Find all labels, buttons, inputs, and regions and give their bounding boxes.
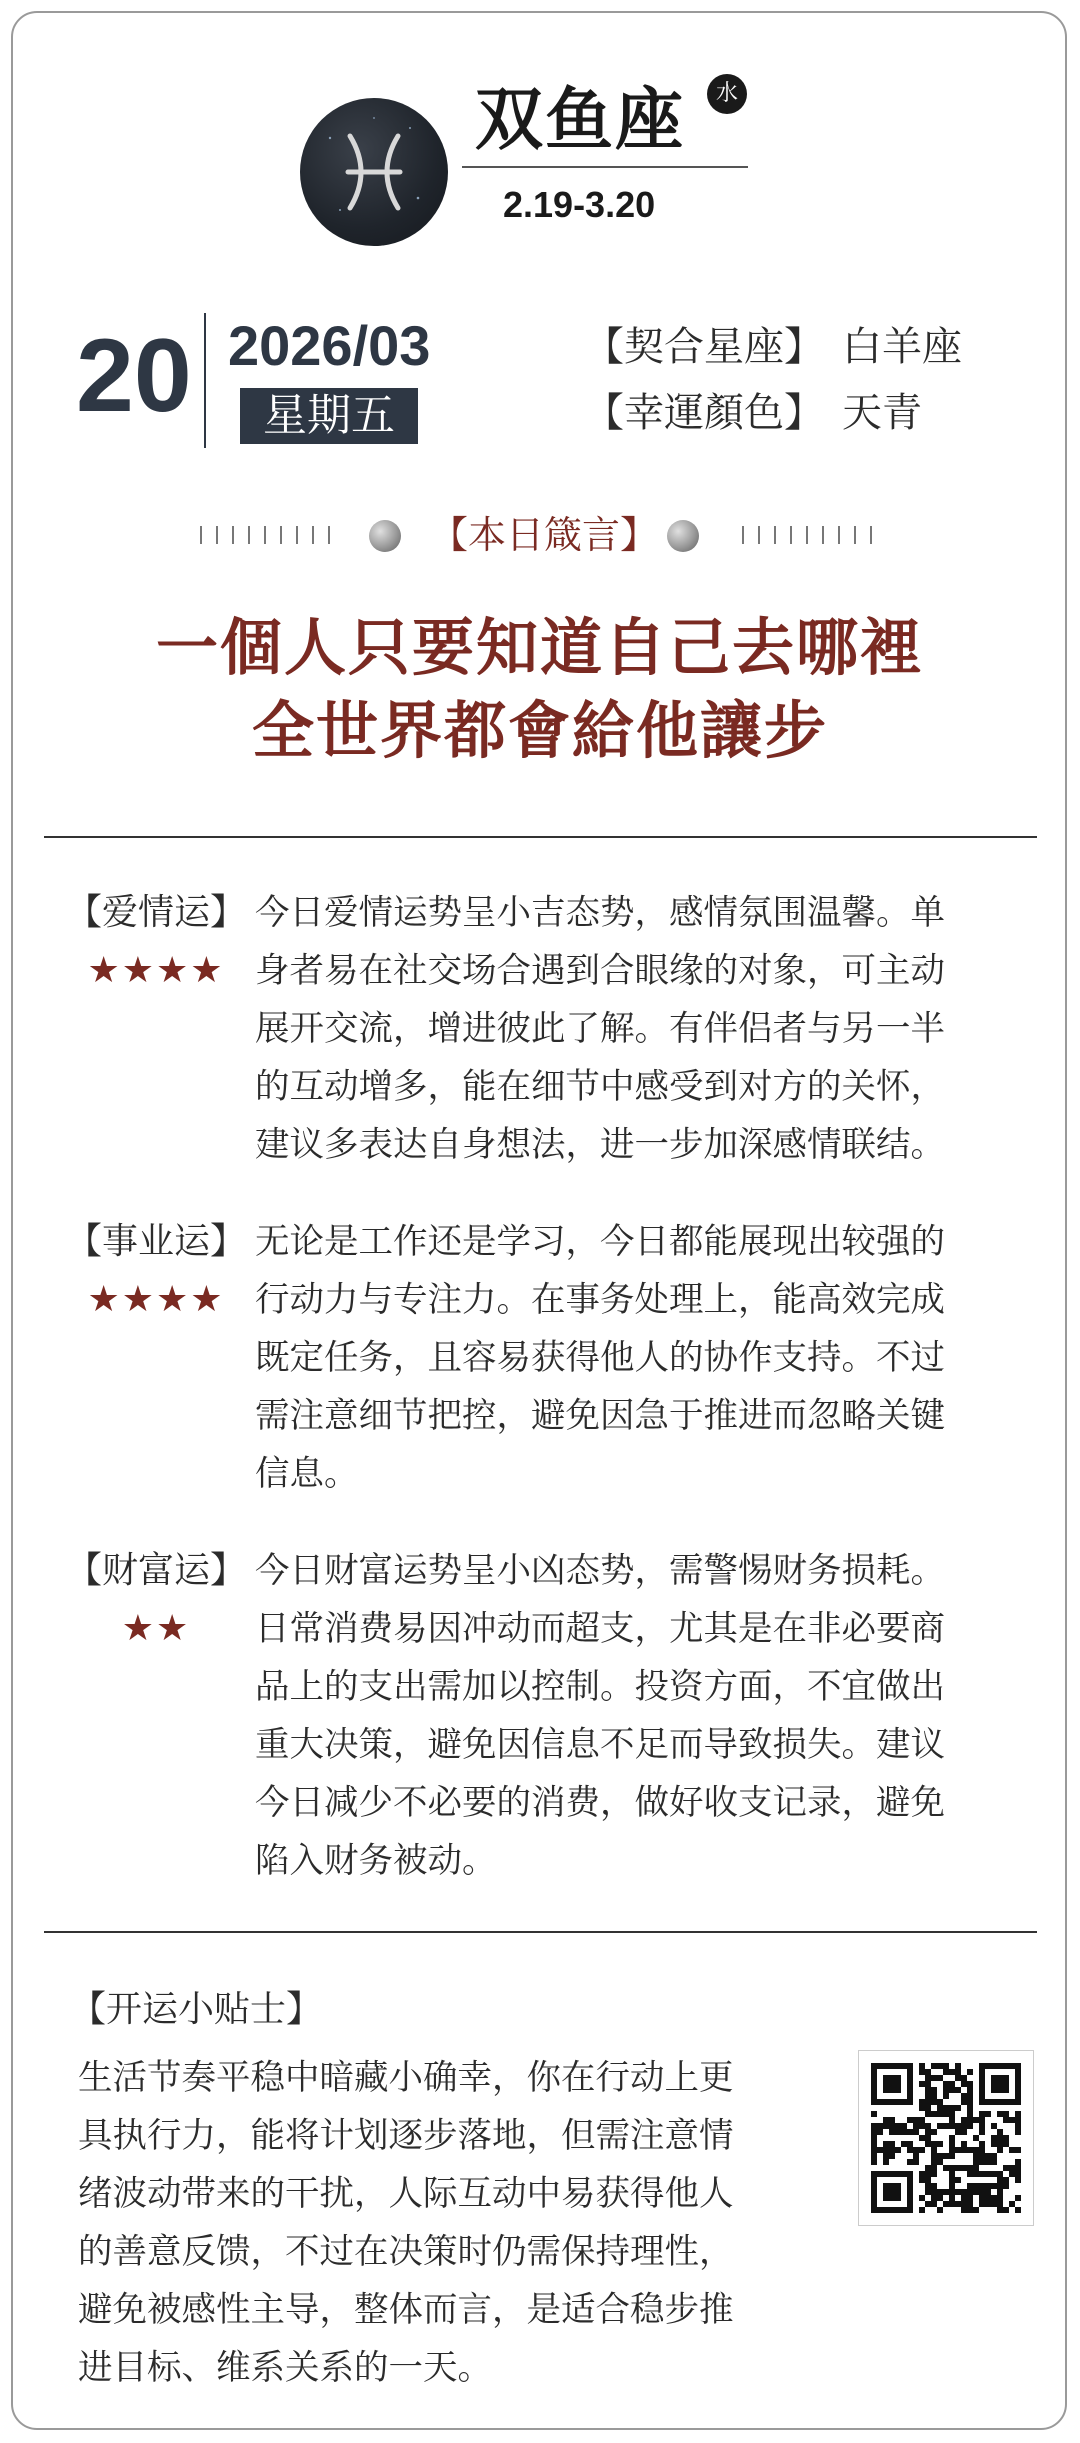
sign-name: 双鱼座 [475, 80, 686, 160]
wealth-fortune-text [255, 1542, 1015, 1890]
career-fortune-label: 【事业运】 [66, 1221, 247, 1262]
tips-title: 【开运小贴士】 [70, 1989, 323, 2030]
text-line: 品上的支出需加以控制。投资方面，不宜做出 [255, 1667, 945, 1707]
text-line: 信息。 [255, 1454, 359, 1494]
text-line: 重大决策，避免因信息不足而导致损失。建议 [255, 1725, 945, 1765]
decorative-ticks-left [200, 526, 330, 544]
text-line: 具执行力，能将计划逐步落地，但需注意情 [78, 2116, 734, 2156]
divider [462, 166, 748, 168]
text-line: 避免被感性主导，整体而言，是适合稳步推 [78, 2290, 734, 2330]
text-line: 的善意反馈，不过在决策时仍需保持理性， [78, 2232, 734, 2272]
text-line: 身者易在社交场合遇到合眼缘的对象，可主动 [255, 951, 945, 991]
sign-date-range: 2.19-3.20 [503, 184, 656, 225]
text-line: 进目标、维系关系的一天。 [78, 2348, 492, 2388]
career-fortune-text [255, 1213, 1015, 1503]
love-fortune-label: 【爱情运】 [66, 892, 247, 933]
decorative-ticks-right [742, 526, 872, 544]
text-line: 日常消费易因冲动而超支，尤其是在非必要商 [255, 1609, 945, 1649]
text-line: 的互动增多，能在细节中感受到对方的关怀， [255, 1067, 945, 1107]
motto-line: 一個人只要知道自己去哪裡 [155, 611, 924, 684]
match-sign-row [584, 322, 962, 372]
year-month: 2026/03 [228, 314, 431, 377]
day-number: 20 [76, 318, 192, 434]
match-sign-value: 白羊座 [842, 324, 962, 370]
career-fortune-stars: ★★★★ [87, 1279, 225, 1320]
text-line: 生活节奏平稳中暗藏小确幸，你在行动上更 [78, 2058, 734, 2098]
section-divider [44, 1931, 1037, 1933]
text-line: 今日减少不必要的消费，做好收支记录，避免 [255, 1783, 945, 1823]
weekday-badge: 星期五 [240, 388, 418, 444]
moon-icon [667, 520, 699, 552]
text-line: 建议多表达自身想法，进一步加深感情联结。 [255, 1125, 945, 1165]
text-line: 今日爱情运势呈小吉态势，感情氛围温馨。单 [255, 893, 945, 933]
qr-code-icon[interactable] [858, 2050, 1034, 2226]
motto-line: 全世界都會給他讓步 [251, 694, 828, 767]
text-line: 展开交流，增进彼此了解。有伴侣者与另一半 [255, 1009, 945, 1049]
text-line: 绪波动带来的干扰，人际互动中易获得他人 [78, 2174, 734, 2214]
lucky-color-value: 天青 [842, 390, 922, 436]
text-line: 陷入财务被动。 [255, 1841, 497, 1881]
text-line: 既定任务，且容易获得他人的协作支持。不过 [255, 1338, 945, 1378]
text-line: 今日财富运势呈小凶态势，需警惕财务损耗。 [255, 1551, 945, 1591]
lucky-color-row [584, 388, 922, 438]
text-line: 行动力与专注力。在事务处理上，能高效完成 [255, 1280, 945, 1320]
love-fortune-stars: ★★★★ [87, 950, 225, 991]
match-sign-label: 【契合星座】 [584, 324, 824, 370]
wealth-fortune-label: 【财富运】 [66, 1550, 247, 1591]
section-divider [44, 836, 1037, 838]
motto-label: 【本日箴言】 [430, 513, 659, 557]
tips-text [78, 2049, 818, 2397]
divider [204, 313, 206, 448]
pisces-symbol-icon [300, 98, 448, 246]
moon-icon [369, 520, 401, 552]
wealth-fortune-stars: ★★ [121, 1608, 191, 1649]
text-line: 无论是工作还是学习，今日都能展现出较强的 [255, 1222, 945, 1262]
love-fortune-text [255, 884, 1015, 1174]
text-line: 需注意细节把控，避免因急于推进而忽略关键 [255, 1396, 945, 1436]
planet-badge: 水 [707, 74, 747, 114]
lucky-color-label: 【幸運顏色】 [584, 390, 824, 436]
